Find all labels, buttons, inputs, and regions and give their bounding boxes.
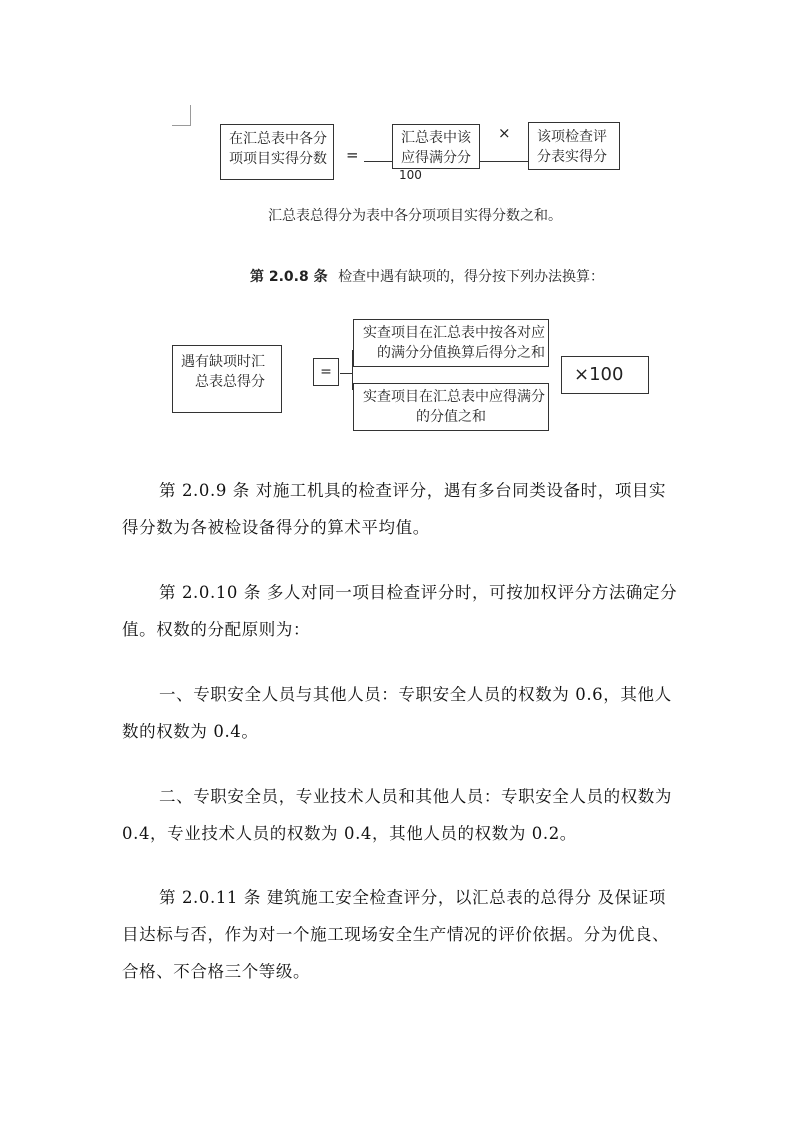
paragraph-rule-209: 第 2.0.9 条 对施工机具的检查评分，遇有多台同类设备时，项目实得分数为各被检设备得分的算术平均值。	[122, 481, 667, 537]
formula2-bottom-box	[353, 383, 549, 431]
paragraph-weight-principle-2: 二、专职安全员，专业技术人员和其他人员：专职安全人员的权数为 0.4，专业技术人员的权数为 0.4，其他人员的权数为 0.2。	[122, 787, 672, 843]
formula1-num-line1: 汇总表中该	[401, 130, 471, 146]
formula2-times-value: ×100	[574, 364, 624, 385]
formula2-left-line2: 总表总得分	[195, 374, 265, 390]
formula2-equals: =	[320, 364, 332, 380]
formula1-right-line2: 分表实得分	[537, 149, 607, 165]
formula1-right-box	[528, 122, 620, 170]
formula1-denominator: 100	[399, 168, 422, 182]
rule-208-heading	[250, 266, 604, 286]
paragraph-weight-principle-1: 一、专职安全人员与其他人员：专职安全人员的权数为 0.6，其他人数的权数为 0.4。	[122, 685, 672, 741]
formula2-bottom-line2: 的分值之和	[416, 409, 486, 425]
formula2-times-box	[561, 356, 649, 394]
formula1-times: ×	[498, 124, 511, 142]
formula1-equals: =	[346, 146, 359, 164]
formula2-top-line2: 的满分分值换算后得分之和	[377, 345, 545, 361]
rule-208-text: 检查中遇有缺项的，得分按下列办法换算：	[338, 269, 605, 285]
paragraph-rule-2011: 第 2.0.11 条 建筑施工安全检查评分，以汇总表的总得分 及保证项目达标与否，作为对一个施工现场安全生产情况的评价依据。分为优良、合格、不合格三个等级。	[122, 888, 670, 981]
formula1-right-line1: 该项检查评	[537, 129, 607, 145]
formula1-caption: 汇总表总得分为表中各分项项目实得分数之和。	[268, 208, 562, 224]
formula2-top-line1: 实查项目在汇总表中按各对应	[363, 325, 545, 341]
formula1-left-line2: 项项目实得分数	[229, 151, 327, 167]
formula2-bottom-line1: 实查项目在汇总表中应得满分	[363, 389, 545, 405]
formula1-left-box	[220, 124, 334, 180]
rule-208-number: 第 2.0.8 条	[250, 269, 328, 285]
formula2-equals-box	[313, 358, 339, 386]
paragraph-rule-2010: 第 2.0.10 条 多人对同一项目检查评分时，可按加权评分方法确定分值。权数的分配原则为：	[122, 583, 678, 639]
page-corner-mark	[172, 105, 191, 126]
formula1-num-line2: 应得满分分	[401, 150, 471, 166]
formula1-numerator-box	[392, 124, 480, 169]
formula2-top-box	[353, 319, 549, 367]
formula1-left-line1: 在汇总表中各分	[229, 131, 327, 147]
formula2-left-box	[172, 345, 282, 413]
formula2-left-line1: 遇有缺项时汇	[181, 354, 265, 370]
formula2-fraction-line	[340, 373, 352, 374]
